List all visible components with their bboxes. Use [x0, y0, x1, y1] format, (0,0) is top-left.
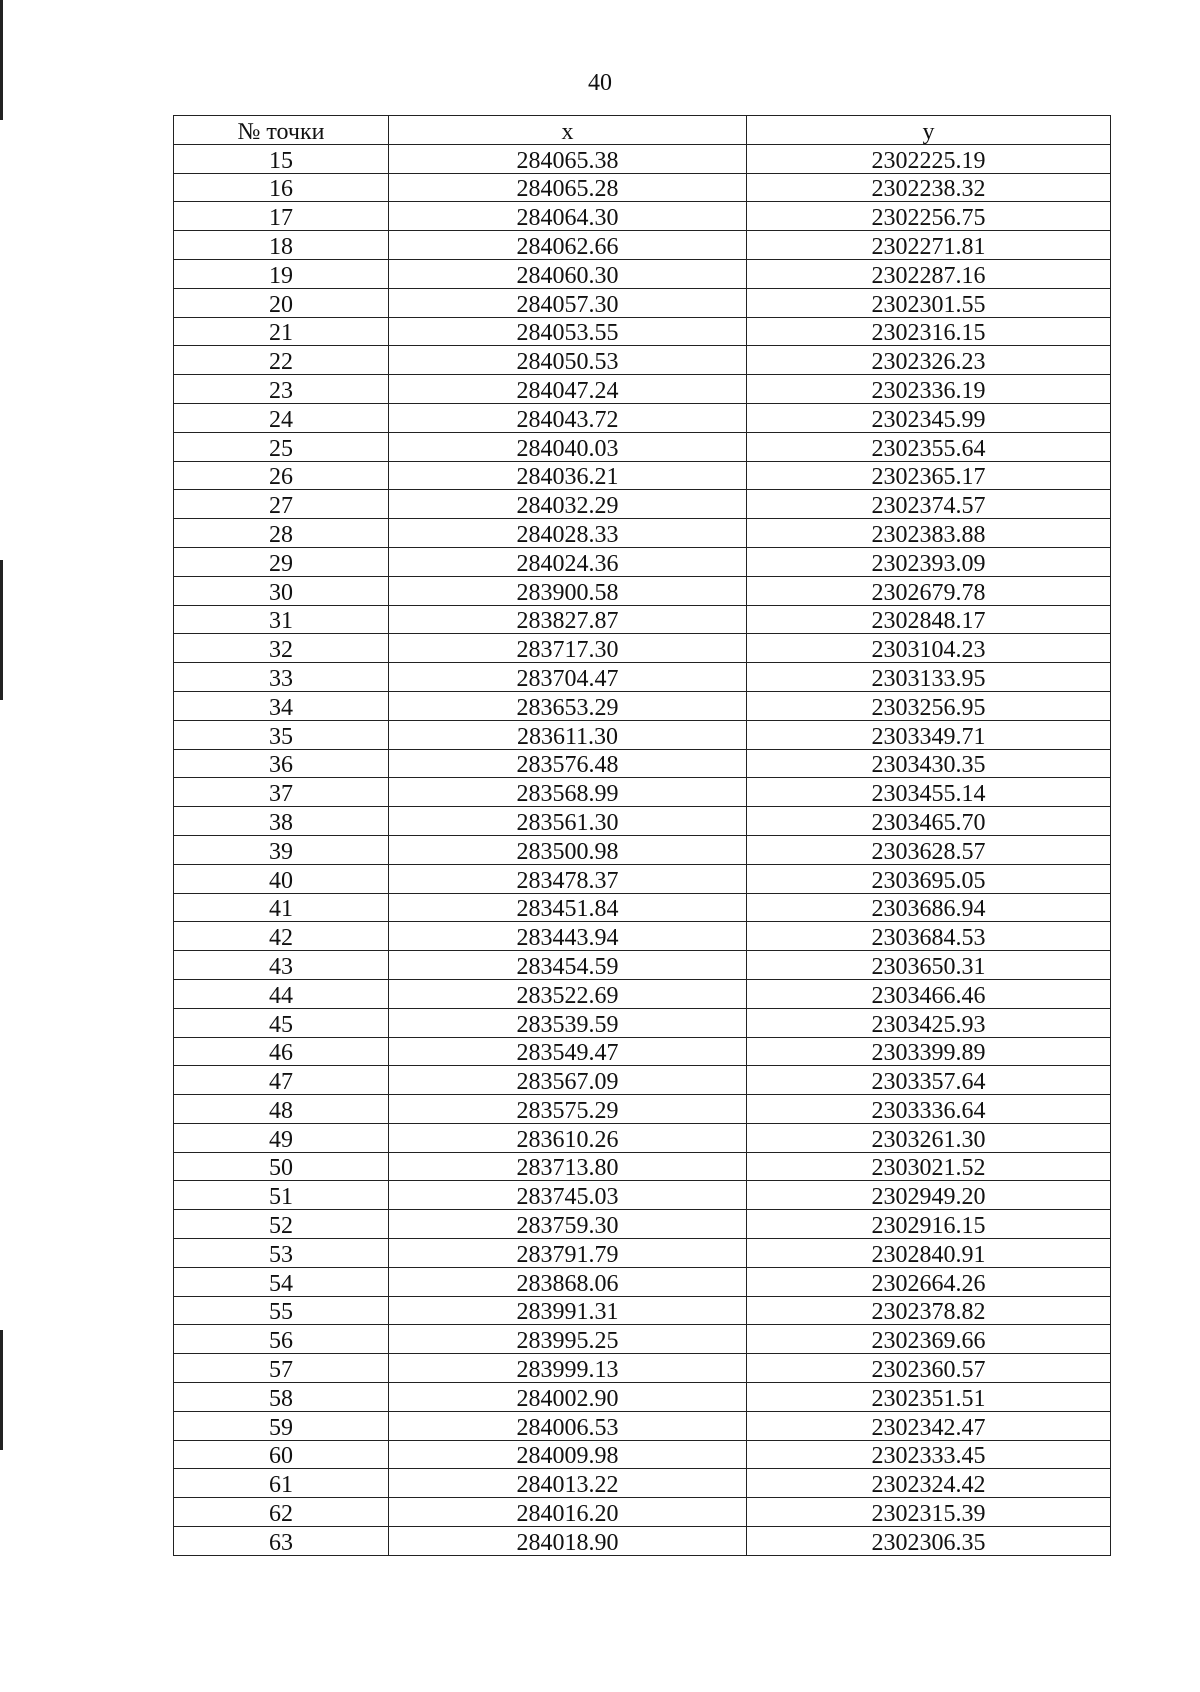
cell-y: 2303684.53: [747, 922, 1111, 951]
cell-y: 2302369.66: [747, 1325, 1111, 1354]
table-row: [174, 288, 1111, 317]
cell-x: 283868.06: [389, 1267, 747, 1296]
cell-y: 2302326.23: [747, 346, 1111, 375]
table-row: [174, 1008, 1111, 1037]
table-row: [174, 1383, 1111, 1412]
table-row: [174, 778, 1111, 807]
cell-point-number: 46: [174, 1037, 389, 1066]
cell-y: 2302345.99: [747, 403, 1111, 432]
cell-point-number: 51: [174, 1181, 389, 1210]
table-row: [174, 202, 1111, 231]
cell-point-number: 52: [174, 1210, 389, 1239]
cell-point-number: 45: [174, 1008, 389, 1037]
cell-y: 2302664.26: [747, 1267, 1111, 1296]
table-row: [174, 807, 1111, 836]
cell-x: 283999.13: [389, 1354, 747, 1383]
cell-x: 283653.29: [389, 691, 747, 720]
cell-y: 2303628.57: [747, 835, 1111, 864]
cell-x: 283791.79: [389, 1239, 747, 1268]
cell-point-number: 26: [174, 461, 389, 490]
cell-point-number: 16: [174, 173, 389, 202]
cell-y: 2302679.78: [747, 576, 1111, 605]
cell-x: 284013.22: [389, 1469, 747, 1498]
cell-x: 284064.30: [389, 202, 747, 231]
cell-y: 2303104.23: [747, 634, 1111, 663]
table-row: [174, 1440, 1111, 1469]
cell-x: 283451.84: [389, 893, 747, 922]
cell-y: 2303686.94: [747, 893, 1111, 922]
cell-point-number: 31: [174, 605, 389, 634]
cell-point-number: 58: [174, 1383, 389, 1412]
table-header: [174, 116, 1111, 145]
table-row: [174, 317, 1111, 346]
table-row: [174, 1037, 1111, 1066]
cell-x: 283539.59: [389, 1008, 747, 1037]
cell-point-number: 63: [174, 1527, 389, 1556]
cell-point-number: 56: [174, 1325, 389, 1354]
cell-x: 284065.38: [389, 144, 747, 173]
cell-y: 2303465.70: [747, 807, 1111, 836]
cell-x: 284050.53: [389, 346, 747, 375]
cell-x: 283717.30: [389, 634, 747, 663]
cell-point-number: 37: [174, 778, 389, 807]
cell-y: 2302306.35: [747, 1527, 1111, 1556]
table-row: [174, 576, 1111, 605]
cell-x: 284060.30: [389, 259, 747, 288]
cell-y: 2302848.17: [747, 605, 1111, 634]
cell-y: 2303133.95: [747, 663, 1111, 692]
cell-point-number: 59: [174, 1411, 389, 1440]
cell-y: 2302271.81: [747, 231, 1111, 260]
cell-x: 284006.53: [389, 1411, 747, 1440]
table-row: [174, 519, 1111, 548]
cell-y: 2302360.57: [747, 1354, 1111, 1383]
cell-y: 2302315.39: [747, 1498, 1111, 1527]
cell-x: 283610.26: [389, 1123, 747, 1152]
cell-point-number: 39: [174, 835, 389, 864]
cell-x: 283827.87: [389, 605, 747, 634]
cell-y: 2302287.16: [747, 259, 1111, 288]
page-number: 40: [588, 70, 612, 96]
cell-point-number: 25: [174, 432, 389, 461]
cell-point-number: 19: [174, 259, 389, 288]
cell-x: 284009.98: [389, 1440, 747, 1469]
table-row: [174, 749, 1111, 778]
cell-y: 2302256.75: [747, 202, 1111, 231]
cell-y: 2303021.52: [747, 1152, 1111, 1181]
cell-x: 284053.55: [389, 317, 747, 346]
cell-y: 2303336.64: [747, 1095, 1111, 1124]
cell-x: 283575.29: [389, 1095, 747, 1124]
cell-y: 2303349.71: [747, 720, 1111, 749]
cell-y: 2303256.95: [747, 691, 1111, 720]
table-row: [174, 1354, 1111, 1383]
table-row: [174, 231, 1111, 260]
header-y: y: [747, 116, 1111, 145]
table-row: [174, 490, 1111, 519]
cell-y: 2302355.64: [747, 432, 1111, 461]
table-body: [174, 144, 1111, 1555]
header-row: [174, 116, 1111, 145]
table-row: [174, 1296, 1111, 1325]
cell-y: 2303650.31: [747, 951, 1111, 980]
cell-point-number: 48: [174, 1095, 389, 1124]
cell-point-number: 30: [174, 576, 389, 605]
cell-point-number: 24: [174, 403, 389, 432]
cell-y: 2302301.55: [747, 288, 1111, 317]
cell-x: 283991.31: [389, 1296, 747, 1325]
table-row: [174, 1239, 1111, 1268]
table-row: [174, 1498, 1111, 1527]
table-row: [174, 605, 1111, 634]
cell-point-number: 34: [174, 691, 389, 720]
cell-x: 283713.80: [389, 1152, 747, 1181]
cell-x: 283745.03: [389, 1181, 747, 1210]
cell-x: 283759.30: [389, 1210, 747, 1239]
cell-x: 283567.09: [389, 1066, 747, 1095]
table-row: [174, 1095, 1111, 1124]
cell-y: 2302225.19: [747, 144, 1111, 173]
cell-point-number: 35: [174, 720, 389, 749]
cell-point-number: 38: [174, 807, 389, 836]
cell-x: 283995.25: [389, 1325, 747, 1354]
cell-point-number: 43: [174, 951, 389, 980]
table-row: [174, 1325, 1111, 1354]
coordinates-table: [173, 115, 1111, 1556]
cell-y: 2302238.32: [747, 173, 1111, 202]
table-row: [174, 1469, 1111, 1498]
header-x: x: [389, 116, 747, 145]
table-row: [174, 547, 1111, 576]
cell-point-number: 49: [174, 1123, 389, 1152]
table-row: [174, 1527, 1111, 1556]
cell-y: 2303455.14: [747, 778, 1111, 807]
cell-x: 284024.36: [389, 547, 747, 576]
cell-x: 283568.99: [389, 778, 747, 807]
table-row: [174, 403, 1111, 432]
cell-point-number: 57: [174, 1354, 389, 1383]
cell-point-number: 32: [174, 634, 389, 663]
cell-point-number: 50: [174, 1152, 389, 1181]
cell-x: 284040.03: [389, 432, 747, 461]
cell-y: 2303399.89: [747, 1037, 1111, 1066]
cell-x: 283900.58: [389, 576, 747, 605]
cell-x: 284043.72: [389, 403, 747, 432]
cell-y: 2303425.93: [747, 1008, 1111, 1037]
table-row: [174, 1267, 1111, 1296]
cell-y: 2302378.82: [747, 1296, 1111, 1325]
cell-y: 2303357.64: [747, 1066, 1111, 1095]
cell-y: 2302324.42: [747, 1469, 1111, 1498]
cell-x: 284002.90: [389, 1383, 747, 1412]
cell-point-number: 44: [174, 979, 389, 1008]
table-row: [174, 461, 1111, 490]
cell-x: 283576.48: [389, 749, 747, 778]
cell-x: 284065.28: [389, 173, 747, 202]
table-row: [174, 979, 1111, 1008]
table-row: [174, 691, 1111, 720]
cell-x: 283443.94: [389, 922, 747, 951]
table-row: [174, 375, 1111, 404]
cell-point-number: 53: [174, 1239, 389, 1268]
cell-x: 284036.21: [389, 461, 747, 490]
cell-x: 283478.37: [389, 864, 747, 893]
cell-y: 2302333.45: [747, 1440, 1111, 1469]
cell-point-number: 23: [174, 375, 389, 404]
cell-point-number: 22: [174, 346, 389, 375]
table-row: [174, 1210, 1111, 1239]
header-point-number: № точки: [174, 116, 389, 145]
cell-point-number: 60: [174, 1440, 389, 1469]
cell-x: 283549.47: [389, 1037, 747, 1066]
table-row: [174, 893, 1111, 922]
cell-point-number: 54: [174, 1267, 389, 1296]
cell-point-number: 18: [174, 231, 389, 260]
cell-x: 284018.90: [389, 1527, 747, 1556]
cell-y: 2303261.30: [747, 1123, 1111, 1152]
cell-point-number: 55: [174, 1296, 389, 1325]
table-row: [174, 835, 1111, 864]
cell-y: 2302316.15: [747, 317, 1111, 346]
table-row: [174, 922, 1111, 951]
cell-point-number: 41: [174, 893, 389, 922]
cell-x: 284062.66: [389, 231, 747, 260]
table-row: [174, 259, 1111, 288]
table-row: [174, 346, 1111, 375]
cell-x: 283500.98: [389, 835, 747, 864]
scan-edge-mark: [0, 560, 3, 700]
scan-edge-mark: [0, 1330, 3, 1450]
cell-point-number: 40: [174, 864, 389, 893]
cell-point-number: 28: [174, 519, 389, 548]
table-row: [174, 1411, 1111, 1440]
cell-point-number: 61: [174, 1469, 389, 1498]
table-row: [174, 144, 1111, 173]
cell-point-number: 29: [174, 547, 389, 576]
cell-y: 2302383.88: [747, 519, 1111, 548]
cell-point-number: 20: [174, 288, 389, 317]
cell-y: 2303430.35: [747, 749, 1111, 778]
cell-y: 2302351.51: [747, 1383, 1111, 1412]
table-row: [174, 1066, 1111, 1095]
cell-x: 284028.33: [389, 519, 747, 548]
cell-x: 284047.24: [389, 375, 747, 404]
cell-x: 283454.59: [389, 951, 747, 980]
cell-x: 283522.69: [389, 979, 747, 1008]
table-row: [174, 634, 1111, 663]
cell-x: 283704.47: [389, 663, 747, 692]
cell-y: 2302916.15: [747, 1210, 1111, 1239]
cell-x: 284016.20: [389, 1498, 747, 1527]
cell-point-number: 15: [174, 144, 389, 173]
scan-edge-mark: [0, 0, 3, 120]
table-row: [174, 432, 1111, 461]
cell-point-number: 36: [174, 749, 389, 778]
cell-point-number: 33: [174, 663, 389, 692]
cell-point-number: 17: [174, 202, 389, 231]
cell-y: 2302336.19: [747, 375, 1111, 404]
cell-x: 283561.30: [389, 807, 747, 836]
cell-point-number: 27: [174, 490, 389, 519]
cell-y: 2302342.47: [747, 1411, 1111, 1440]
cell-y: 2302365.17: [747, 461, 1111, 490]
cell-y: 2302840.91: [747, 1239, 1111, 1268]
table-row: [174, 1152, 1111, 1181]
table-row: [174, 951, 1111, 980]
table-row: [174, 720, 1111, 749]
cell-y: 2302949.20: [747, 1181, 1111, 1210]
cell-y: 2302374.57: [747, 490, 1111, 519]
table-row: [174, 1181, 1111, 1210]
table-row: [174, 864, 1111, 893]
table-row: [174, 173, 1111, 202]
cell-y: 2303695.05: [747, 864, 1111, 893]
cell-x: 283611.30: [389, 720, 747, 749]
cell-point-number: 21: [174, 317, 389, 346]
cell-point-number: 47: [174, 1066, 389, 1095]
table-row: [174, 1123, 1111, 1152]
cell-point-number: 62: [174, 1498, 389, 1527]
cell-point-number: 42: [174, 922, 389, 951]
cell-y: 2303466.46: [747, 979, 1111, 1008]
cell-x: 284032.29: [389, 490, 747, 519]
cell-x: 284057.30: [389, 288, 747, 317]
cell-y: 2302393.09: [747, 547, 1111, 576]
table-row: [174, 663, 1111, 692]
